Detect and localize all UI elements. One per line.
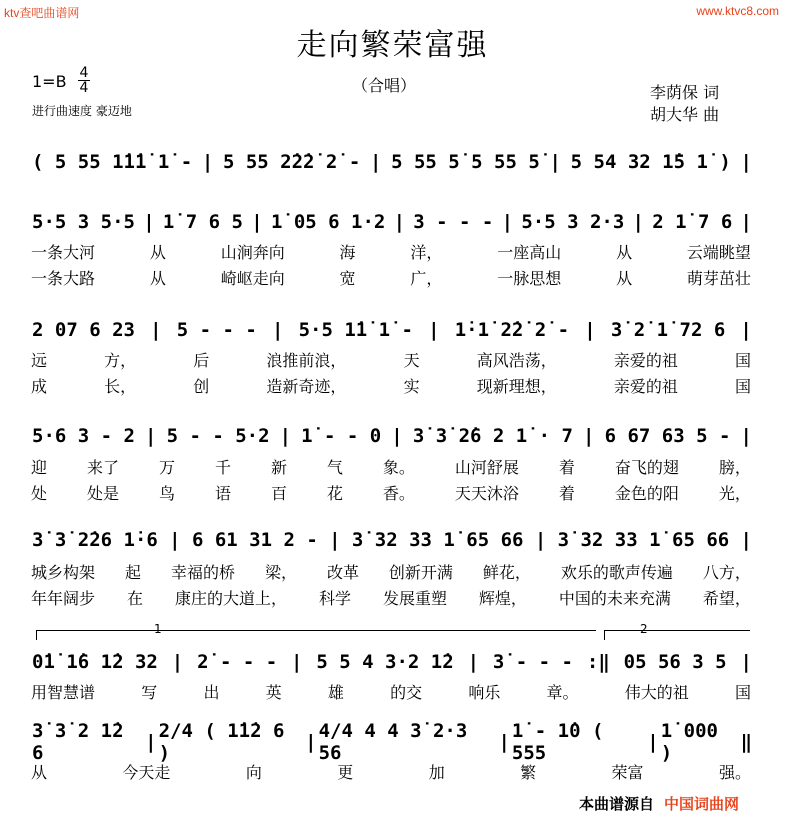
barline: | (171, 651, 184, 673)
lyric-phrase: 鲜花， (482, 562, 531, 582)
barline: | (201, 151, 214, 173)
lyric-phrase: 加 (428, 762, 445, 782)
measure: 1̇ 000 ) (660, 720, 718, 764)
measure: 1̇ - - 0 (301, 425, 382, 447)
lyric-phrase: 更 (337, 762, 354, 782)
barline: | (393, 211, 406, 233)
lyric-phrase: 天天沐浴 (454, 483, 519, 503)
measure: 3 - - - (413, 211, 494, 233)
barline: | (251, 211, 263, 233)
barline: | (498, 731, 510, 753)
lyric-phrase: 光， (718, 483, 751, 503)
measure: 05 56 3 5 (623, 651, 727, 673)
lyric-phrase: 一条大河 (31, 242, 96, 262)
measure: 3̇ 3̇ 2̇6 2 1̇ · 7 (412, 425, 573, 447)
barline: | (583, 425, 595, 447)
lyric-phrase: 崎岖走向 (220, 268, 285, 288)
barline: | (534, 529, 547, 551)
lyric-phrase: 从 (616, 268, 633, 288)
barline: | (305, 731, 317, 753)
lyric-phrase: 膀， (718, 457, 751, 477)
time-signature (78, 66, 90, 95)
lyric-phrase: 百 (270, 483, 287, 503)
barline: | (740, 651, 752, 673)
measure: 3̇ 2̇ 1̇ 72 6 (610, 319, 726, 341)
lyric-phrase: 山河舒展 (454, 457, 519, 477)
barline: | (740, 211, 752, 233)
barline: | (291, 651, 303, 673)
lyric-phrase: 远 (31, 350, 48, 370)
volta-1-label: 1 (154, 622, 162, 636)
lyric-phrase: 造新奇迹， (266, 376, 347, 396)
lyric-phrase: 中国的未来充满 (558, 588, 671, 608)
measure: 1̇·1̇ 2̇2̇ 2̇ - (454, 319, 570, 341)
lyric-phrase: 长， (104, 376, 137, 396)
lyric-phrase: 从 (149, 242, 166, 262)
time-numerator: 4 (79, 65, 89, 81)
lyric-phrase: 着 (558, 457, 575, 477)
lyric-phrase: 方， (104, 350, 137, 370)
volta-2-line (604, 630, 750, 631)
lyric-phrase: 宽 (339, 268, 356, 288)
barline: | (145, 731, 157, 753)
lyric-line-2b (30, 266, 752, 288)
lyric-phrase: 新 (270, 457, 287, 477)
source-site[interactable]: 中国词曲网 (663, 795, 739, 813)
lyric-phrase: 欢乐的歌声传遍 (560, 562, 673, 582)
score-line-7 (30, 720, 753, 764)
lyric-line-4b (30, 481, 752, 503)
lyric-phrase: 金色的阳 (614, 483, 679, 503)
lyric-phrase: 迎 (31, 457, 48, 477)
lyric-phrase: 千 (214, 457, 231, 477)
lyric-phrase: 亲爱的祖 (613, 376, 678, 396)
lyric-phrase: 香。 (382, 483, 415, 503)
measure: 5·5 1̇1̇ 1̇ - (298, 319, 413, 341)
lyric-line-7a (30, 760, 752, 782)
lyric-phrase: 花 (326, 483, 343, 503)
lyric-phrase: 后 (193, 350, 210, 370)
lyric-phrase: 山涧奔向 (220, 242, 285, 262)
barline: | (740, 425, 752, 447)
measure: 2 1̇ 7 6 (652, 211, 733, 233)
lyric-phrase: 在 (126, 588, 143, 608)
song-subtitle: （合唱） (352, 76, 417, 95)
lyric-phrase: 鸟 (158, 483, 175, 503)
lyric-phrase: 雄 (327, 682, 344, 702)
barline: | (467, 651, 480, 673)
measure: 1̇ - 1̇0 ( 555 (511, 720, 604, 764)
barline: | (740, 319, 752, 341)
lyric-phrase: 洋， (410, 242, 443, 262)
measure: 6 61 31 2 - (191, 529, 318, 551)
measure: 5·5 3 2·3 (521, 211, 625, 233)
measure: 5 54 32 1̇5 1̇ ) (570, 151, 731, 173)
lyric-phrase: 响乐 (468, 682, 501, 702)
lyric-line-5a (30, 560, 752, 582)
lyric-line-6a (30, 680, 752, 702)
lyric-phrase: 奋飞的翅 (614, 457, 679, 477)
lyric-phrase: 气 (326, 457, 343, 477)
barline: | (632, 211, 644, 233)
measure: 1̇ 05 6 1·2 (270, 211, 386, 233)
lyric-phrase: 今天走 (122, 762, 171, 782)
barline: | (271, 319, 284, 341)
lyric-phrase: 国 (734, 350, 751, 370)
score-line-5 (30, 528, 752, 552)
lyric-phrase: 着 (558, 483, 575, 503)
time-denominator: 4 (79, 80, 89, 96)
lyric-phrase: 年年阔步 (31, 588, 96, 608)
measure: 5·5 3 5·5 (32, 211, 135, 233)
lyric-phrase: 万 (158, 457, 175, 477)
barline: | (584, 319, 596, 341)
barline: | (391, 425, 403, 447)
repeat-end-barline: :‖ (586, 651, 610, 673)
barline: | (740, 151, 752, 173)
lyric-phrase: 英 (265, 682, 282, 702)
lyric-phrase: 的交 (390, 682, 423, 702)
lyric-line-3b (30, 374, 752, 396)
lyric-phrase: 一条大路 (31, 268, 96, 288)
volta-2-label: 2 (640, 622, 648, 636)
volta-2-hook (604, 630, 605, 640)
lyric-phrase: 广， (410, 268, 443, 288)
source-credit (579, 793, 739, 814)
measure: ( 5 55 1̇1̇1̇ 1̇ - (32, 151, 193, 173)
lyric-phrase: 从 (31, 762, 48, 782)
source-label: 本曲谱源自 (578, 795, 654, 813)
lyric-phrase: 国 (734, 376, 751, 396)
final-barline: ‖ (740, 731, 753, 753)
lyric-phrase: 荣富 (611, 762, 644, 782)
measure: 5 - - - (176, 319, 257, 341)
measure: 4/4 4 4 3̇ 2·3 56 (318, 720, 468, 764)
measure: 2/4 ( 1̇1̇2 6 ) (158, 720, 285, 764)
lyric-line-4a (30, 455, 752, 477)
lyric-phrase: 出 (203, 682, 220, 702)
barline: | (647, 731, 659, 753)
lyric-phrase: 一座高山 (497, 242, 562, 262)
barline: | (369, 151, 382, 173)
measure: 3̇ 3̇ 2 1̇2 6 (32, 720, 124, 764)
score-line-1 (30, 150, 752, 174)
lyric-phrase: 改革 (326, 562, 359, 582)
lyric-phrase: 现新理想， (476, 376, 557, 396)
measure: 2̇ - - - (197, 651, 278, 673)
lyric-phrase: 幸福的桥 (170, 562, 235, 582)
lyric-phrase: 一脉思想 (497, 268, 562, 288)
barline: | (145, 425, 157, 447)
lyric-phrase: 语 (214, 483, 231, 503)
lyric-phrase: 梁， (264, 562, 297, 582)
lyric-line-2a (30, 240, 752, 262)
barline: | (143, 211, 155, 233)
lyric-phrase: 海 (339, 242, 356, 262)
barline: | (150, 319, 162, 341)
lyric-phrase: 城乡构架 (31, 562, 96, 582)
lyric-phrase: 处 (31, 483, 48, 503)
lyric-phrase: 繁 (520, 762, 537, 782)
measure: 1̇ 7 6 5 (162, 211, 243, 233)
lyric-phrase: 云端眺望 (686, 242, 751, 262)
measure: 5 - - 5·2 (166, 425, 270, 447)
barline: | (501, 211, 514, 233)
key-signature: 1=B (32, 72, 67, 91)
lyric-phrase: 从 (149, 268, 166, 288)
measure: 3̇ 3̇ 2̇26 1̇·6 (32, 529, 158, 551)
measure: 2 07 6 23 (32, 319, 135, 341)
volta-1-hook (36, 630, 37, 640)
lyric-phrase: 强。 (718, 762, 751, 782)
lyric-phrase: 来了 (86, 457, 119, 477)
barline: | (549, 151, 561, 173)
lyric-phrase: 实 (403, 376, 420, 396)
measure: 5 55 5̇ 5 55 5̇ (391, 151, 540, 173)
barline: | (740, 529, 752, 551)
score-line-6 (30, 650, 752, 674)
lyric-phrase: 伟大的祖 (624, 682, 689, 702)
lyric-phrase: 八方， (702, 562, 751, 582)
measure: 5·6 3 - 2 (32, 425, 135, 447)
barline: | (329, 529, 341, 551)
lyric-line-3a (30, 348, 752, 370)
lyric-phrase: 国 (734, 682, 751, 702)
lyric-phrase: 浪推前浪， (266, 350, 347, 370)
score-line-3 (30, 318, 752, 342)
lyric-phrase: 高风浩荡， (476, 350, 557, 370)
lyric-phrase: 写 (141, 682, 158, 702)
lyric-phrase: 章。 (546, 682, 579, 702)
watermark-right: www.ktvc8.com (696, 4, 779, 18)
tempo-marking: 进行曲速度 豪迈地 (32, 104, 132, 118)
lyric-phrase: 从 (616, 242, 633, 262)
lyric-phrase: 天 (403, 350, 420, 370)
lyric-phrase: 亲爱的祖 (613, 350, 678, 370)
volta-1-line (36, 630, 596, 631)
lyric-phrase: 辉煌， (478, 588, 527, 608)
score-line-4 (30, 424, 752, 448)
lyric-phrase: 处是 (86, 483, 119, 503)
lyricist: 李荫保 词 (650, 83, 720, 102)
measure: 0̇1̇ 1̇6 1̇2 32 (32, 651, 158, 673)
score-line-2 (30, 210, 752, 234)
lyric-phrase: 创新开满 (388, 562, 453, 582)
song-title: 走向繁荣富强 (296, 28, 489, 63)
lyric-phrase: 成 (31, 376, 48, 396)
measure: 5 55 2̇2̇2̇ 2̇ - (222, 151, 361, 173)
lyric-phrase: 创 (193, 376, 210, 396)
lyric-phrase: 起 (124, 562, 141, 582)
measure: 5 5 4 3·2 1̇2 (316, 651, 454, 673)
measure: 3̇ 32 33 1̇ 65 66 (557, 529, 730, 551)
measure: 6 67 63 5 - (604, 425, 731, 447)
lyric-phrase: 用智慧谱 (31, 682, 96, 702)
barline: | (428, 319, 440, 341)
lyric-phrase: 萌芽茁壮 (686, 268, 751, 288)
barline: | (169, 529, 181, 551)
lyric-phrase: 发展重塑 (382, 588, 447, 608)
watermark-left: ktv查吧曲谱网 (4, 6, 80, 20)
lyric-phrase: 象。 (382, 457, 415, 477)
barline: | (279, 425, 292, 447)
lyric-phrase: 康庄的大道上， (174, 588, 287, 608)
lyric-line-5b (30, 586, 752, 608)
composer: 胡大华 曲 (650, 105, 720, 124)
measure: 3̇ - - - (492, 651, 573, 673)
lyric-phrase: 希望， (702, 588, 751, 608)
lyric-phrase: 科学 (318, 588, 351, 608)
measure: 3̇ 32 33 1̇ 65 66 (351, 529, 524, 551)
lyric-phrase: 向 (245, 762, 262, 782)
